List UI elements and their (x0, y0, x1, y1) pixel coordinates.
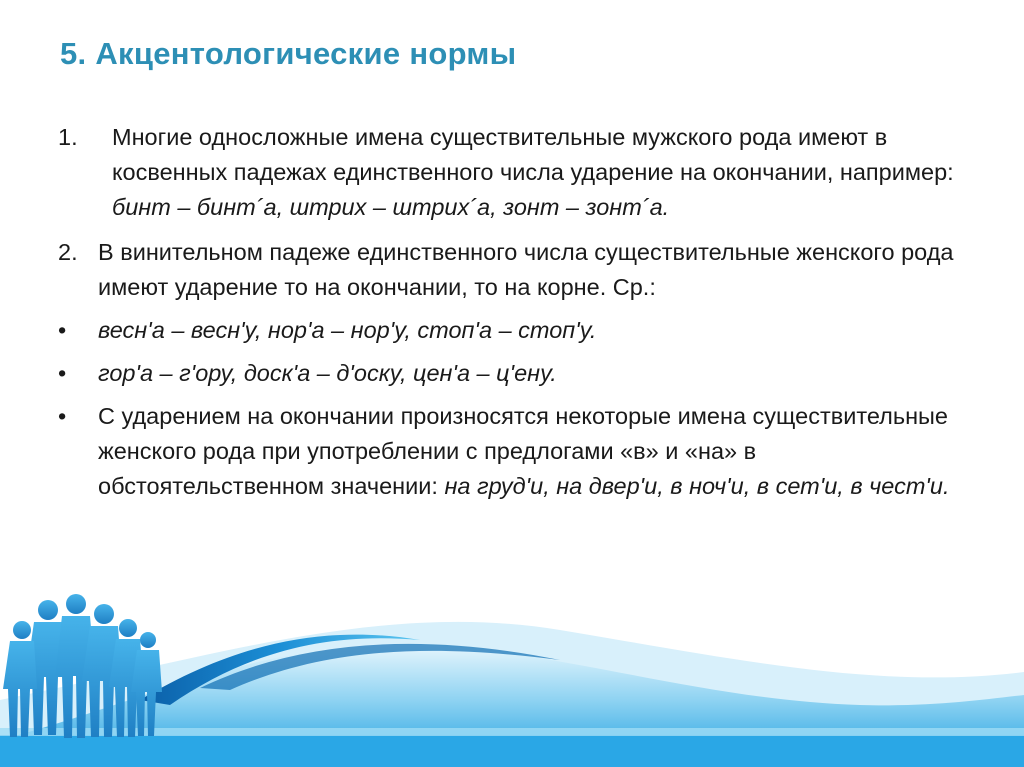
list-item-example: гор'а – г'ору, доск'а – д'оску, цен'а – ц'ену. (98, 360, 557, 386)
list-item-content (58, 356, 978, 391)
bullet-icon: • (58, 360, 67, 386)
list-item-content (58, 313, 978, 348)
business-people-icon (3, 594, 162, 738)
list-item-content (58, 235, 978, 305)
list-item (58, 235, 978, 305)
slide-body (58, 120, 978, 512)
list-item (58, 356, 978, 391)
list-item-example: весн'а – весн'у, нор'а – нор'у, стоп'а – стоп'у. (98, 317, 597, 343)
wave-bottom-band (0, 735, 1024, 767)
list-item-text: С ударением на окончании произносятся некоторые имена существительные женского рода при употреблении с предлогами «в» и «на» в обстоятельственном значении: (98, 403, 949, 499)
list-number: 2. (58, 239, 78, 265)
list-item-text: В винительном падеже единственного числа существительные женского рода имеют ударение то на окончании, то на корне. Ср.: (98, 239, 954, 300)
list-item (58, 313, 978, 348)
list-item-text: Многие односложные имена существительные мужского рода имеют в косвенных падежах единственного числа ударение на окончании, например: (112, 124, 954, 185)
list-item-example: на груд'и, на двер'и, в ноч'и, в сет'и, в чест'и. (444, 473, 950, 499)
bullet-icon: • (58, 317, 67, 343)
list-item-content (58, 399, 978, 504)
list-item (58, 120, 978, 225)
list-item (58, 399, 978, 504)
page-title: 5. Акцентологические нормы (60, 36, 517, 71)
list-item-example: бинт – бинт´а, штрих – штрих´а, зонт – зонт´а. (112, 194, 670, 220)
bullet-icon: • (58, 403, 67, 429)
list-number: 1. (58, 124, 78, 150)
list-item-content (58, 120, 978, 225)
